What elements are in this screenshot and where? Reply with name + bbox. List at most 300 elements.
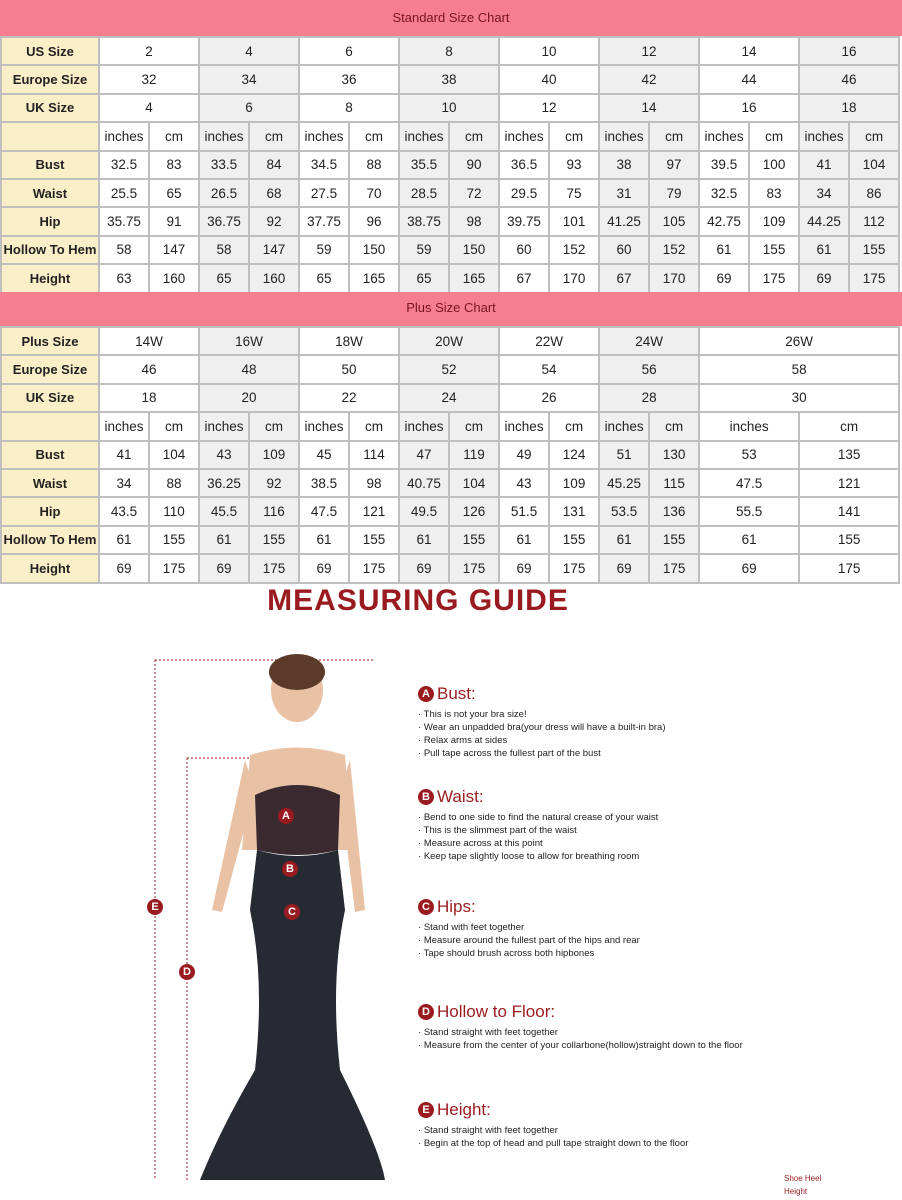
measurement-cell: 121 bbox=[799, 469, 899, 497]
measurement-cell: 116 bbox=[249, 497, 299, 525]
row-label: Hollow To Hem bbox=[1, 526, 99, 554]
measurement-cell: 41 bbox=[99, 441, 149, 469]
measurement-cell: 155 bbox=[799, 526, 899, 554]
measurement-cell: 53 bbox=[699, 441, 799, 469]
measurement-cell: 175 bbox=[549, 554, 599, 582]
section-heading bbox=[418, 1100, 748, 1120]
instruction-item: · Bend to one side to find the natural crease of your waist bbox=[418, 811, 748, 824]
measurement-cell: 35.5 bbox=[399, 151, 449, 179]
size-cell: 20W bbox=[399, 327, 499, 355]
unit-label: cm bbox=[649, 412, 699, 440]
measurement-cell: 121 bbox=[349, 497, 399, 525]
measurement-cell: 160 bbox=[149, 264, 199, 292]
size-cell: 8 bbox=[299, 94, 399, 122]
measurement-cell: 109 bbox=[549, 469, 599, 497]
measurement-cell: 61 bbox=[99, 526, 149, 554]
measurement-cell: 32.5 bbox=[699, 179, 749, 207]
unit-label: cm bbox=[649, 122, 699, 150]
measurement-cell: 36.75 bbox=[199, 207, 249, 235]
measurement-cell: 96 bbox=[349, 207, 399, 235]
row-label: Hip bbox=[1, 497, 99, 525]
size-cell: 48 bbox=[199, 355, 299, 383]
section-heading bbox=[418, 684, 748, 704]
table-row bbox=[1, 497, 899, 525]
measurement-cell: 150 bbox=[449, 236, 499, 264]
size-cell: 14 bbox=[699, 37, 799, 65]
measurement-cell: 147 bbox=[149, 236, 199, 264]
size-cell: 10 bbox=[399, 94, 499, 122]
instruction-list bbox=[418, 921, 748, 960]
size-cell: 14 bbox=[599, 94, 699, 122]
marker-a: A bbox=[278, 808, 294, 824]
measurement-cell: 61 bbox=[299, 526, 349, 554]
measurement-cell: 97 bbox=[649, 151, 699, 179]
measurement-cell: 31 bbox=[599, 179, 649, 207]
measurement-cell: 43 bbox=[199, 441, 249, 469]
measurement-cell: 86 bbox=[849, 179, 899, 207]
unit-label: cm bbox=[449, 122, 499, 150]
measurement-cell: 45.25 bbox=[599, 469, 649, 497]
table-row bbox=[1, 65, 899, 93]
size-cell: 12 bbox=[599, 37, 699, 65]
letter-badge-icon: A bbox=[418, 686, 434, 702]
instruction-item: · Pull tape across the fullest part of the bust bbox=[418, 747, 748, 760]
measurement-cell: 69 bbox=[199, 554, 249, 582]
measurement-cell: 69 bbox=[499, 554, 549, 582]
measurement-cell: 110 bbox=[149, 497, 199, 525]
instruction-item: · Tape should brush across both hipbones bbox=[418, 947, 748, 960]
row-label: Bust bbox=[1, 151, 99, 179]
measurement-cell: 59 bbox=[399, 236, 449, 264]
row-label: Waist bbox=[1, 469, 99, 497]
measurement-cell: 155 bbox=[449, 526, 499, 554]
size-cell: 6 bbox=[299, 37, 399, 65]
measurement-cell: 124 bbox=[549, 441, 599, 469]
marker-b: B bbox=[282, 861, 298, 877]
measurement-cell: 109 bbox=[749, 207, 799, 235]
measurement-cell: 155 bbox=[349, 526, 399, 554]
table-row bbox=[1, 37, 899, 65]
size-cell: 24 bbox=[399, 384, 499, 412]
row-label: Europe Size bbox=[1, 65, 99, 93]
measurement-cell: 126 bbox=[449, 497, 499, 525]
size-cell: 26W bbox=[699, 327, 899, 355]
measurement-cell: 131 bbox=[549, 497, 599, 525]
row-label bbox=[1, 122, 99, 150]
guide-section-hips bbox=[418, 897, 748, 960]
measurement-cell: 38.5 bbox=[299, 469, 349, 497]
unit-label: inches bbox=[99, 412, 149, 440]
row-label bbox=[1, 412, 99, 440]
letter-badge-icon: B bbox=[418, 789, 434, 805]
table-row bbox=[1, 441, 899, 469]
measurement-cell: 65 bbox=[149, 179, 199, 207]
letter-badge-icon: E bbox=[418, 1102, 434, 1118]
measurement-cell: 61 bbox=[399, 526, 449, 554]
row-label: Plus Size bbox=[1, 327, 99, 355]
table-row bbox=[1, 94, 899, 122]
guide-section-bust bbox=[418, 684, 748, 760]
size-cell: 24W bbox=[599, 327, 699, 355]
measurement-cell: 112 bbox=[849, 207, 899, 235]
measurement-cell: 36.25 bbox=[199, 469, 249, 497]
measurement-cell: 93 bbox=[549, 151, 599, 179]
size-cell: 26 bbox=[499, 384, 599, 412]
measurement-cell: 39.5 bbox=[699, 151, 749, 179]
unit-label: inches bbox=[399, 412, 449, 440]
table-row bbox=[1, 264, 899, 292]
measurement-cell: 98 bbox=[449, 207, 499, 235]
section-title: Hips: bbox=[437, 897, 476, 916]
measurement-cell: 26.5 bbox=[199, 179, 249, 207]
measurement-cell: 61 bbox=[699, 526, 799, 554]
measurement-cell: 69 bbox=[799, 264, 849, 292]
table-row bbox=[1, 207, 899, 235]
measurement-cell: 34 bbox=[799, 179, 849, 207]
section-title: Waist: bbox=[437, 787, 484, 806]
measurement-cell: 175 bbox=[449, 554, 499, 582]
row-label: UK Size bbox=[1, 384, 99, 412]
size-cell: 14W bbox=[99, 327, 199, 355]
measurement-cell: 175 bbox=[349, 554, 399, 582]
size-cell: 30 bbox=[699, 384, 899, 412]
measurement-cell: 152 bbox=[649, 236, 699, 264]
measurement-cell: 69 bbox=[699, 264, 749, 292]
shoe-heel-height-label: Shoe Heel Height bbox=[784, 1174, 822, 1196]
measurement-cell: 39.75 bbox=[499, 207, 549, 235]
unit-label: inches bbox=[299, 122, 349, 150]
instruction-item: · This is not your bra size! bbox=[418, 708, 748, 721]
table-row bbox=[1, 151, 899, 179]
size-cell: 50 bbox=[299, 355, 399, 383]
measurement-cell: 109 bbox=[249, 441, 299, 469]
instruction-item: · Measure across at this point bbox=[418, 837, 748, 850]
measurement-cell: 61 bbox=[199, 526, 249, 554]
measurement-cell: 49.5 bbox=[399, 497, 449, 525]
size-cell: 40 bbox=[499, 65, 599, 93]
measurement-cell: 45.5 bbox=[199, 497, 249, 525]
measurement-cell: 75 bbox=[549, 179, 599, 207]
measurement-cell: 83 bbox=[749, 179, 799, 207]
marker-c: C bbox=[284, 904, 300, 920]
plus-size-table bbox=[0, 326, 900, 584]
measurement-cell: 65 bbox=[399, 264, 449, 292]
measurement-cell: 67 bbox=[599, 264, 649, 292]
measurement-cell: 83 bbox=[149, 151, 199, 179]
unit-label: inches bbox=[299, 412, 349, 440]
size-cell: 4 bbox=[199, 37, 299, 65]
measurement-cell: 38 bbox=[599, 151, 649, 179]
instruction-item: · Stand with feet together bbox=[418, 921, 748, 934]
measurement-cell: 69 bbox=[699, 554, 799, 582]
measurement-cell: 37.75 bbox=[299, 207, 349, 235]
unit-label: inches bbox=[499, 412, 549, 440]
unit-label: cm bbox=[249, 412, 299, 440]
measurement-cell: 40.75 bbox=[399, 469, 449, 497]
measurement-cell: 155 bbox=[249, 526, 299, 554]
size-cell: 32 bbox=[99, 65, 199, 93]
measurement-cell: 38.75 bbox=[399, 207, 449, 235]
instruction-item: · Relax arms at sides bbox=[418, 734, 748, 747]
unit-label: cm bbox=[149, 122, 199, 150]
measurement-cell: 44.25 bbox=[799, 207, 849, 235]
measurement-cell: 29.5 bbox=[499, 179, 549, 207]
measurement-cell: 155 bbox=[749, 236, 799, 264]
measurement-cell: 36.5 bbox=[499, 151, 549, 179]
measurement-cell: 68 bbox=[249, 179, 299, 207]
measurement-cell: 69 bbox=[299, 554, 349, 582]
measurement-cell: 61 bbox=[699, 236, 749, 264]
measurement-cell: 63 bbox=[99, 264, 149, 292]
measurement-cell: 104 bbox=[149, 441, 199, 469]
measurement-cell: 130 bbox=[649, 441, 699, 469]
measurement-cell: 91 bbox=[149, 207, 199, 235]
measurement-cell: 61 bbox=[599, 526, 649, 554]
size-cell: 20 bbox=[199, 384, 299, 412]
marker-e: E bbox=[147, 899, 163, 915]
measurement-cell: 65 bbox=[199, 264, 249, 292]
measurement-cell: 35.75 bbox=[99, 207, 149, 235]
measurement-cell: 88 bbox=[349, 151, 399, 179]
size-cell: 6 bbox=[199, 94, 299, 122]
measurement-cell: 27.5 bbox=[299, 179, 349, 207]
unit-label: cm bbox=[749, 122, 799, 150]
size-cell: 12 bbox=[499, 94, 599, 122]
measurement-cell: 165 bbox=[449, 264, 499, 292]
measurement-cell: 155 bbox=[649, 526, 699, 554]
measurement-cell: 69 bbox=[99, 554, 149, 582]
row-label: Hip bbox=[1, 207, 99, 235]
unit-label: inches bbox=[99, 122, 149, 150]
instruction-item: · Stand straight with feet together bbox=[418, 1026, 748, 1039]
section-title: Bust: bbox=[437, 684, 476, 703]
measurement-cell: 67 bbox=[499, 264, 549, 292]
plus-chart-header: Plus Size Chart bbox=[0, 292, 902, 326]
instruction-item: · Measure from the center of your collarbone(hollow)straight down to the floor bbox=[418, 1039, 748, 1052]
unit-label: inches bbox=[799, 122, 849, 150]
unit-label: inches bbox=[399, 122, 449, 150]
unit-label: inches bbox=[699, 412, 799, 440]
measurement-cell: 34 bbox=[99, 469, 149, 497]
table-row bbox=[1, 554, 899, 582]
measurement-cell: 147 bbox=[249, 236, 299, 264]
measurement-cell: 60 bbox=[499, 236, 549, 264]
instruction-item: · Measure around the fullest part of the hips and rear bbox=[418, 934, 748, 947]
measurement-cell: 69 bbox=[399, 554, 449, 582]
measurement-cell: 45 bbox=[299, 441, 349, 469]
size-cell: 46 bbox=[99, 355, 199, 383]
measurement-cell: 41 bbox=[799, 151, 849, 179]
unit-label: inches bbox=[199, 412, 249, 440]
measurement-cell: 84 bbox=[249, 151, 299, 179]
measurement-cell: 33.5 bbox=[199, 151, 249, 179]
instruction-item: · Keep tape slightly loose to allow for breathing room bbox=[418, 850, 748, 863]
measurement-cell: 92 bbox=[249, 469, 299, 497]
measurement-cell: 98 bbox=[349, 469, 399, 497]
instruction-list bbox=[418, 1026, 748, 1052]
standard-size-table bbox=[0, 36, 900, 294]
measurement-cell: 61 bbox=[799, 236, 849, 264]
size-cell: 22W bbox=[499, 327, 599, 355]
measurement-cell: 60 bbox=[599, 236, 649, 264]
measurement-cell: 42.75 bbox=[699, 207, 749, 235]
letter-badge-icon: C bbox=[418, 899, 434, 915]
measurement-cell: 49 bbox=[499, 441, 549, 469]
measurement-cell: 135 bbox=[799, 441, 899, 469]
measurement-cell: 119 bbox=[449, 441, 499, 469]
measurement-cell: 28.5 bbox=[399, 179, 449, 207]
measurement-cell: 55.5 bbox=[699, 497, 799, 525]
unit-label: inches bbox=[199, 122, 249, 150]
guide-section-hollowtofloor bbox=[418, 1002, 748, 1052]
measurement-cell: 43 bbox=[499, 469, 549, 497]
size-cell: 38 bbox=[399, 65, 499, 93]
measurement-cell: 88 bbox=[149, 469, 199, 497]
unit-label: inches bbox=[499, 122, 549, 150]
size-cell: 16 bbox=[699, 94, 799, 122]
unit-label: inches bbox=[599, 122, 649, 150]
measurement-cell: 47.5 bbox=[699, 469, 799, 497]
instruction-list bbox=[418, 708, 748, 760]
size-cell: 54 bbox=[499, 355, 599, 383]
row-label: US Size bbox=[1, 37, 99, 65]
row-label: Bust bbox=[1, 441, 99, 469]
measurement-cell: 90 bbox=[449, 151, 499, 179]
measurement-cell: 175 bbox=[749, 264, 799, 292]
measurement-cell: 114 bbox=[349, 441, 399, 469]
unit-label: cm bbox=[149, 412, 199, 440]
instruction-item: · Begin at the top of head and pull tape straight down to the floor bbox=[418, 1137, 748, 1150]
measurement-cell: 152 bbox=[549, 236, 599, 264]
section-heading bbox=[418, 1002, 748, 1022]
size-cell: 18 bbox=[799, 94, 899, 122]
unit-label: cm bbox=[349, 412, 399, 440]
measurement-cell: 61 bbox=[499, 526, 549, 554]
unit-row bbox=[1, 412, 899, 440]
instruction-item: · Stand straight with feet together bbox=[418, 1124, 748, 1137]
measurement-cell: 101 bbox=[549, 207, 599, 235]
unit-label: cm bbox=[249, 122, 299, 150]
size-cell: 18W bbox=[299, 327, 399, 355]
measurement-cell: 104 bbox=[849, 151, 899, 179]
measurement-cell: 170 bbox=[649, 264, 699, 292]
size-cell: 42 bbox=[599, 65, 699, 93]
measurement-cell: 115 bbox=[649, 469, 699, 497]
measurement-cell: 160 bbox=[249, 264, 299, 292]
row-label: UK Size bbox=[1, 94, 99, 122]
table-row bbox=[1, 236, 899, 264]
size-cell: 2 bbox=[99, 37, 199, 65]
measurement-cell: 79 bbox=[649, 179, 699, 207]
measurement-cell: 47 bbox=[399, 441, 449, 469]
size-cell: 4 bbox=[99, 94, 199, 122]
unit-row bbox=[1, 122, 899, 150]
measurement-cell: 104 bbox=[449, 469, 499, 497]
size-cell: 52 bbox=[399, 355, 499, 383]
size-cell: 58 bbox=[699, 355, 899, 383]
size-cell: 18 bbox=[99, 384, 199, 412]
unit-label: cm bbox=[549, 122, 599, 150]
measurement-cell: 32.5 bbox=[99, 151, 149, 179]
measurement-cell: 175 bbox=[249, 554, 299, 582]
section-heading bbox=[418, 787, 748, 807]
unit-label: cm bbox=[849, 122, 899, 150]
measurement-cell: 136 bbox=[649, 497, 699, 525]
unit-label: inches bbox=[599, 412, 649, 440]
size-cell: 16W bbox=[199, 327, 299, 355]
measurement-cell: 155 bbox=[549, 526, 599, 554]
instruction-item: · This is the slimmest part of the waist bbox=[418, 824, 748, 837]
measurement-cell: 53.5 bbox=[599, 497, 649, 525]
measurement-cell: 170 bbox=[549, 264, 599, 292]
guide-section-height bbox=[418, 1100, 748, 1150]
measurement-cell: 70 bbox=[349, 179, 399, 207]
measurement-cell: 105 bbox=[649, 207, 699, 235]
table-row bbox=[1, 327, 899, 355]
measurement-cell: 141 bbox=[799, 497, 899, 525]
instruction-item: · Wear an unpadded bra(your dress will have a built-in bra) bbox=[418, 721, 748, 734]
measurement-cell: 150 bbox=[349, 236, 399, 264]
measurement-cell: 41.25 bbox=[599, 207, 649, 235]
unit-label: cm bbox=[449, 412, 499, 440]
size-cell: 46 bbox=[799, 65, 899, 93]
measurement-cell: 175 bbox=[649, 554, 699, 582]
measuring-guide-title: MEASURING GUIDE bbox=[267, 584, 569, 617]
unit-label: cm bbox=[799, 412, 899, 440]
measurement-cell: 100 bbox=[749, 151, 799, 179]
row-label: Height bbox=[1, 264, 99, 292]
unit-label: cm bbox=[549, 412, 599, 440]
measurement-cell: 155 bbox=[149, 526, 199, 554]
section-title: Hollow to Floor: bbox=[437, 1002, 556, 1021]
measurement-cell: 165 bbox=[349, 264, 399, 292]
size-cell: 8 bbox=[399, 37, 499, 65]
measurement-cell: 175 bbox=[799, 554, 899, 582]
size-cell: 22 bbox=[299, 384, 399, 412]
unit-label: inches bbox=[699, 122, 749, 150]
section-heading bbox=[418, 897, 748, 917]
table-row bbox=[1, 526, 899, 554]
size-cell: 16 bbox=[799, 37, 899, 65]
measurement-cell: 175 bbox=[849, 264, 899, 292]
row-label: Waist bbox=[1, 179, 99, 207]
size-cell: 10 bbox=[499, 37, 599, 65]
size-cell: 28 bbox=[599, 384, 699, 412]
measurement-cell: 92 bbox=[249, 207, 299, 235]
marker-d: D bbox=[179, 964, 195, 980]
section-title: Height: bbox=[437, 1100, 491, 1119]
measurement-cell: 51.5 bbox=[499, 497, 549, 525]
table-row bbox=[1, 384, 899, 412]
measurement-cell: 51 bbox=[599, 441, 649, 469]
standard-chart-header: Standard Size Chart bbox=[0, 0, 902, 36]
measurement-cell: 72 bbox=[449, 179, 499, 207]
measurement-cell: 59 bbox=[299, 236, 349, 264]
measurement-cell: 65 bbox=[299, 264, 349, 292]
row-label: Height bbox=[1, 554, 99, 582]
unit-label: cm bbox=[349, 122, 399, 150]
measurement-cell: 58 bbox=[99, 236, 149, 264]
measurement-cell: 34.5 bbox=[299, 151, 349, 179]
row-label: Hollow To Hem bbox=[1, 236, 99, 264]
measurement-cell: 155 bbox=[849, 236, 899, 264]
table-row bbox=[1, 469, 899, 497]
measurement-cell: 25.5 bbox=[99, 179, 149, 207]
row-label: Europe Size bbox=[1, 355, 99, 383]
size-cell: 34 bbox=[199, 65, 299, 93]
table-row bbox=[1, 355, 899, 383]
size-cell: 56 bbox=[599, 355, 699, 383]
